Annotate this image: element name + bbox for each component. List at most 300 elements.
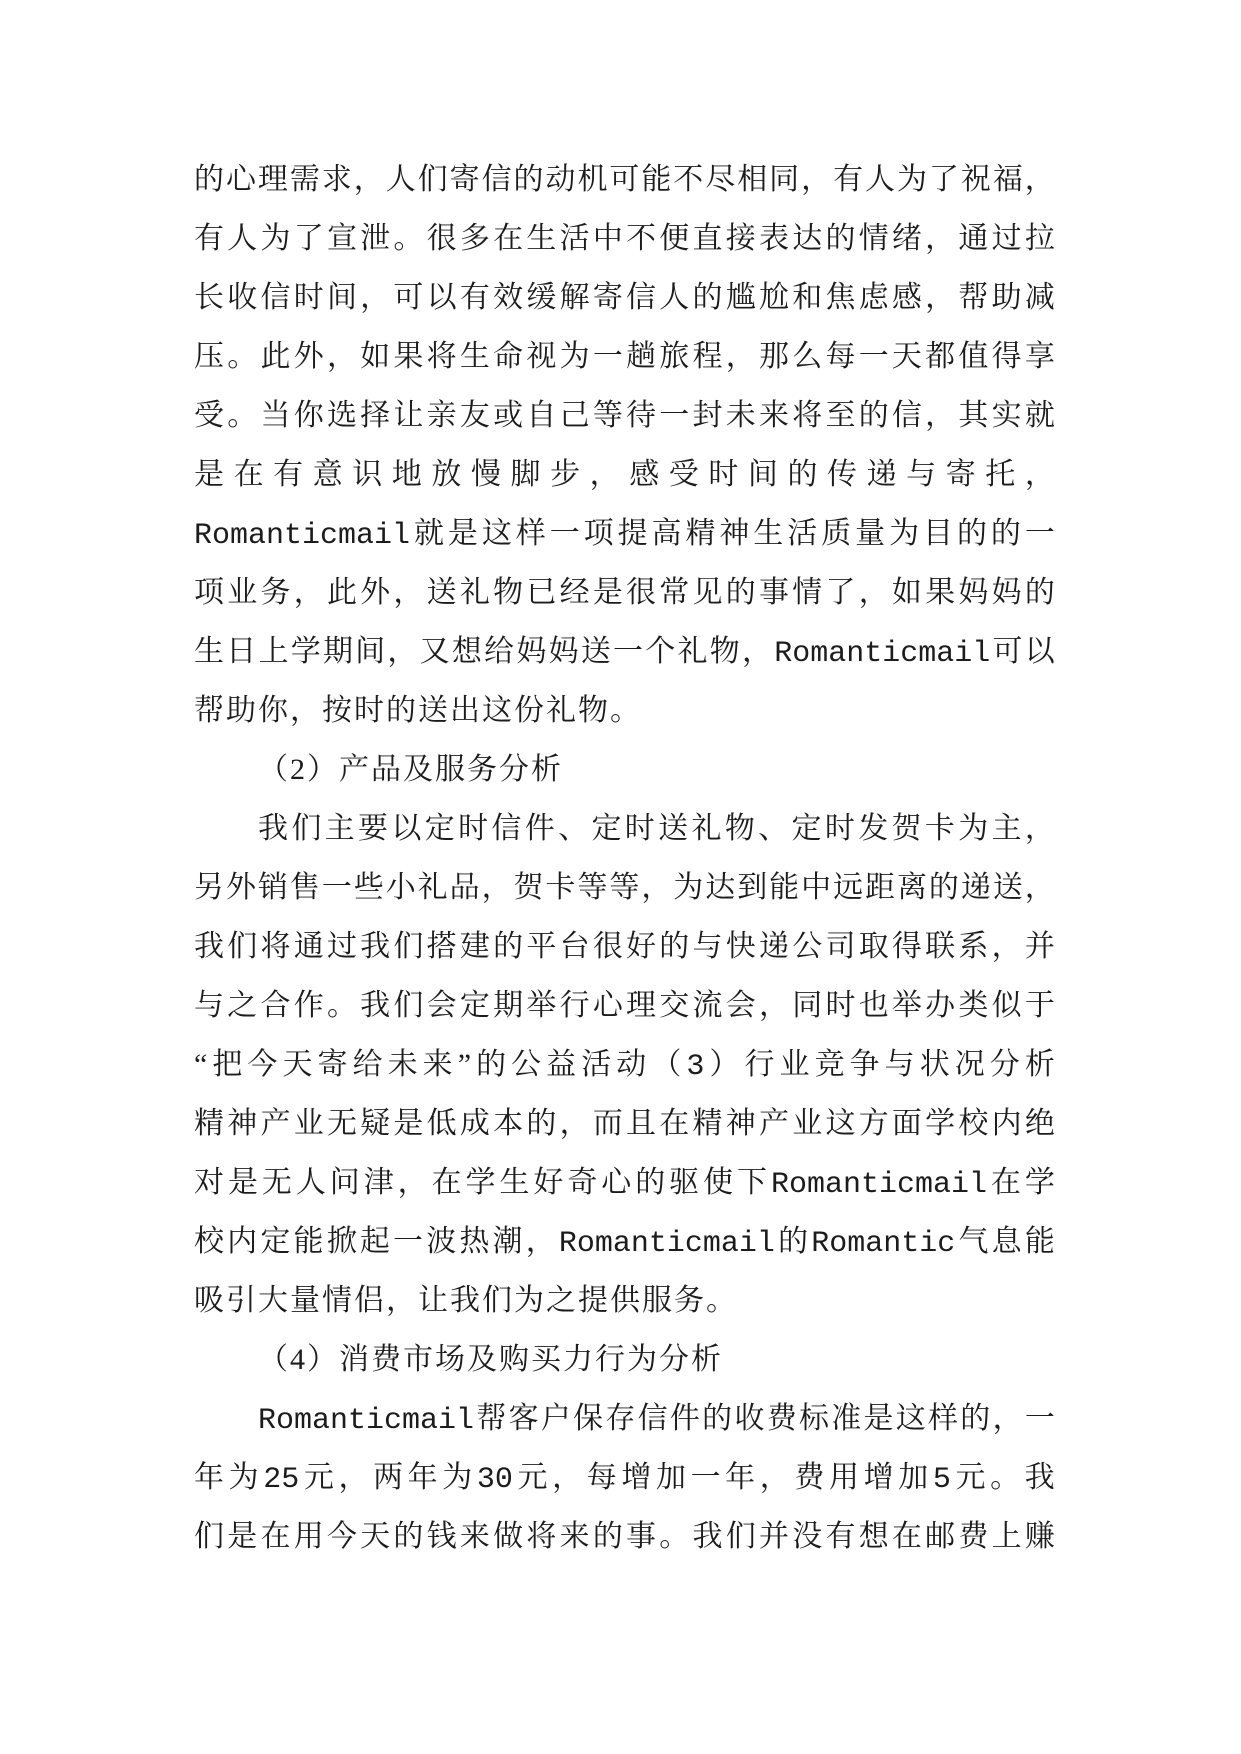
text-glyph: ，	[991, 930, 1022, 963]
text-glyph: 己	[559, 399, 590, 432]
text-glyph: 且	[626, 1107, 657, 1140]
text-glyph: 人	[385, 163, 416, 196]
text-glyph: 的	[702, 1402, 733, 1435]
text-glyph: 得	[891, 930, 922, 963]
text-glyph: 起	[359, 1225, 390, 1258]
text-glyph: 要	[358, 812, 389, 845]
text-glyph: ，	[589, 458, 620, 491]
text-line	[194, 386, 1055, 445]
text-glyph: 为	[442, 1461, 473, 1494]
text-glyph: 很	[626, 576, 657, 609]
text-glyph: 气	[958, 1225, 989, 1258]
text-glyph: 能	[293, 1225, 324, 1258]
text-glyph: 们	[417, 163, 448, 196]
text-glyph: 缓	[526, 281, 557, 314]
text-glyph: 内	[227, 1225, 258, 1258]
text-glyph: ，	[387, 635, 418, 668]
text-glyph: 礼	[459, 576, 490, 609]
text-glyph: 了	[825, 576, 856, 609]
text-glyph: ，	[925, 399, 956, 432]
text-glyph: 泄	[360, 222, 391, 255]
text-glyph: 步	[550, 458, 581, 491]
text-glyph: 生	[526, 222, 557, 255]
text-glyph: 人	[865, 163, 896, 196]
text-glyph: 以	[426, 281, 457, 314]
text-glyph: 外	[293, 340, 324, 373]
text-glyph: 动	[616, 1048, 647, 1081]
text-glyph: 直	[692, 222, 723, 255]
text-glyph: 行	[559, 989, 590, 1022]
text-glyph: 的	[1024, 576, 1055, 609]
text-glyph: 元	[517, 1461, 548, 1494]
text-glyph: 可	[992, 635, 1023, 668]
text-glyph: 。	[227, 340, 258, 373]
text-glyph: 尴	[725, 281, 756, 314]
text-glyph: 高	[651, 517, 682, 550]
text-glyph: ，	[360, 281, 391, 314]
text-glyph: 加	[655, 1461, 686, 1494]
text-glyph: 外	[225, 871, 256, 904]
text-glyph: ，	[552, 1461, 583, 1494]
text-glyph: 与	[884, 1048, 915, 1081]
text-glyph: 台	[559, 930, 590, 963]
text-glyph: 让	[393, 399, 424, 432]
text-line: 吸引大量情侣，让我们为之提供服务。	[194, 1284, 738, 1317]
text-glyph: 贺	[891, 812, 922, 845]
text-glyph: 果	[393, 340, 424, 373]
text-glyph: 学	[1024, 1166, 1055, 1199]
text-glyph: 么	[792, 340, 823, 373]
text-glyph: 送	[426, 576, 457, 609]
text-glyph: 时	[458, 812, 489, 845]
text-glyph: ）	[709, 1048, 740, 1081]
text-glyph: 信	[481, 163, 512, 196]
text-glyph: 有	[273, 458, 304, 491]
text-glyph: 就	[413, 517, 444, 550]
text-glyph: 我	[360, 989, 391, 1022]
text-glyph: 自	[526, 399, 557, 432]
text-glyph: 为	[559, 340, 590, 373]
text-glyph: 们	[725, 1520, 756, 1553]
text-glyph: 果	[925, 576, 956, 609]
text-glyph: 想	[858, 1520, 889, 1553]
text-glyph: 有	[833, 163, 864, 196]
text-glyph: 帮	[958, 281, 989, 314]
text-glyph: 送	[992, 871, 1023, 904]
text-glyph: 存	[605, 1402, 636, 1435]
text-glyph: 信	[626, 281, 657, 314]
text-glyph: 一	[1024, 517, 1055, 550]
text-glyph: 内	[991, 1107, 1022, 1140]
text-glyph: 在	[431, 1166, 462, 1199]
text-glyph: 们	[291, 812, 322, 845]
text-glyph: 做	[493, 1520, 524, 1553]
text-line	[194, 917, 1055, 976]
text-glyph: 能	[641, 163, 672, 196]
text-glyph: 感	[891, 281, 922, 314]
text-glyph: 校	[958, 1107, 989, 1140]
text-glyph: 5	[932, 1463, 951, 1497]
text-glyph: 项	[583, 517, 614, 550]
text-glyph: 业	[792, 1107, 823, 1140]
text-glyph: 值	[958, 340, 989, 373]
text-glyph: 间	[747, 458, 778, 491]
text-glyph: 活	[581, 1048, 612, 1081]
text-glyph: 物	[709, 635, 740, 668]
text-glyph: 物	[724, 812, 755, 845]
text-glyph: 元	[303, 1461, 334, 1494]
text-glyph: 相	[737, 163, 768, 196]
text-glyph: ，	[1024, 871, 1055, 904]
text-glyph: 样	[515, 517, 546, 550]
text-glyph: 年	[725, 1461, 756, 1494]
text-glyph: 与	[692, 930, 723, 963]
text-glyph: 况	[954, 1048, 985, 1081]
text-glyph: 此	[260, 340, 291, 373]
text-glyph: 是	[592, 576, 623, 609]
text-glyph: 定	[791, 812, 822, 845]
text-glyph: 析	[1024, 1048, 1055, 1081]
text-glyph: 掀	[326, 1225, 357, 1258]
text-glyph: 寄	[945, 458, 976, 491]
text-glyph: 务	[260, 576, 291, 609]
text-line	[194, 1212, 1055, 1271]
text-glyph: 的	[635, 1166, 666, 1199]
text-glyph: ，	[481, 871, 512, 904]
text-glyph: 项	[194, 576, 224, 609]
text-line	[194, 858, 1055, 917]
text-glyph: 无	[261, 1166, 292, 1199]
text-glyph: 未	[725, 399, 756, 432]
text-glyph: 学	[925, 1107, 956, 1140]
text-glyph: 小	[385, 871, 416, 904]
text-glyph: 好	[533, 1166, 564, 1199]
text-glyph: 主	[324, 812, 355, 845]
text-glyph: 寄	[592, 281, 623, 314]
text-glyph: 远	[833, 871, 864, 904]
text-glyph: 。	[990, 1461, 1021, 1494]
text-glyph: 定	[260, 1225, 291, 1258]
text-glyph: 常	[659, 576, 690, 609]
text-glyph: 合	[260, 989, 291, 1022]
text-glyph: 快	[725, 930, 756, 963]
text-glyph: 选	[326, 399, 357, 432]
text-glyph: 益	[546, 1048, 577, 1081]
text-glyph: 便	[659, 222, 690, 255]
text-glyph: 压	[194, 340, 224, 373]
text-glyph: 来	[422, 1048, 453, 1081]
text-glyph: 是	[227, 1520, 258, 1553]
text-glyph: 可	[393, 281, 424, 314]
text-glyph: ，	[925, 222, 956, 255]
text-glyph: 助	[991, 281, 1022, 314]
text-glyph: 问	[329, 1166, 360, 1199]
text-glyph: 多	[459, 222, 490, 255]
text-glyph: ，	[992, 1402, 1023, 1435]
text-glyph: 送	[658, 812, 689, 845]
text-glyph: 津	[363, 1166, 394, 1199]
text-glyph: Romanticmail	[194, 519, 411, 553]
text-glyph: 都	[925, 340, 956, 373]
text-glyph: 通	[293, 930, 324, 963]
text-line	[194, 327, 1055, 386]
text-glyph: ，	[1024, 163, 1055, 196]
text-glyph: 产	[260, 1107, 291, 1140]
text-glyph: 一	[659, 399, 690, 432]
text-glyph: 那	[758, 340, 789, 373]
text-glyph: 信	[260, 281, 291, 314]
text-glyph: 标	[798, 1402, 829, 1435]
text-glyph: 定	[591, 812, 622, 845]
document-body	[194, 150, 1055, 1566]
text-glyph: Romantic	[811, 1227, 956, 1261]
text-glyph: 间	[326, 281, 357, 314]
text-glyph: 类	[958, 989, 989, 1022]
text-glyph: 能	[769, 871, 800, 904]
text-glyph: 机	[577, 163, 608, 196]
text-glyph: 此	[326, 576, 357, 609]
text-glyph: 日	[226, 635, 257, 668]
section-heading: （2）产品及服务分析	[258, 753, 563, 786]
text-glyph: 一	[592, 340, 623, 373]
text-glyph: 客	[508, 1402, 539, 1435]
text-glyph: 增	[621, 1461, 652, 1494]
text-glyph: 一	[690, 1461, 721, 1494]
text-glyph: 邮	[925, 1520, 956, 1553]
text-glyph: 卡	[545, 871, 576, 904]
text-glyph: 其	[958, 399, 989, 432]
text-glyph: ，	[397, 1166, 428, 1199]
text-glyph: 托	[985, 458, 1016, 491]
text-glyph: 动	[545, 163, 576, 196]
text-glyph: 于	[1024, 989, 1055, 1022]
text-glyph: 的	[659, 930, 690, 963]
text-glyph: 奇	[567, 1166, 598, 1199]
text-glyph: 长	[194, 281, 224, 314]
text-glyph: 达	[705, 871, 736, 904]
text-glyph: 这	[825, 1107, 856, 1140]
text-glyph: 驱	[669, 1166, 700, 1199]
text-glyph: 亲	[426, 399, 457, 432]
text-glyph: ，	[641, 871, 672, 904]
text-glyph: 潮	[492, 1225, 523, 1258]
text-glyph: 同	[769, 163, 800, 196]
text-glyph: 并	[758, 1520, 789, 1553]
text-glyph: 个	[645, 635, 676, 668]
text-glyph: 发	[858, 812, 889, 845]
text-glyph: 中	[801, 871, 832, 904]
text-glyph: 也	[858, 989, 889, 1022]
text-glyph: 在	[659, 1107, 690, 1140]
text-glyph: Romanticmail	[558, 1227, 775, 1261]
text-glyph: 一	[613, 635, 644, 668]
text-glyph: 绪	[891, 222, 922, 255]
text-glyph: 妈	[991, 576, 1022, 609]
text-glyph: 礼	[691, 812, 722, 845]
text-glyph: ”	[457, 1048, 472, 1081]
text-glyph: 送	[580, 635, 611, 668]
text-glyph: 过	[326, 930, 357, 963]
text-glyph: ，	[741, 635, 772, 668]
text-glyph: 就	[1024, 399, 1055, 432]
text-glyph: ，	[559, 1107, 590, 1140]
text-glyph: 学	[290, 635, 321, 668]
text-line	[194, 1448, 1055, 1507]
text-glyph: 未	[387, 1048, 418, 1081]
text-glyph: 时	[824, 812, 855, 845]
text-glyph: 销	[257, 871, 288, 904]
text-glyph: 神	[227, 1107, 258, 1140]
text-glyph: 和	[792, 281, 823, 314]
text-glyph: 元	[955, 1461, 986, 1494]
text-glyph: 到	[737, 871, 768, 904]
text-glyph: 方	[858, 1107, 889, 1140]
text-glyph: 流	[692, 989, 723, 1022]
text-glyph: 达	[792, 222, 823, 255]
text-line	[194, 1153, 1055, 1212]
text-glyph: 又	[419, 635, 450, 668]
text-glyph: 办	[925, 989, 956, 1022]
text-glyph: 受	[194, 399, 224, 432]
text-glyph: 求	[321, 163, 352, 196]
text-glyph: 来	[758, 399, 789, 432]
text-glyph: 天	[891, 340, 922, 373]
text-glyph: 不	[673, 163, 704, 196]
text-glyph: 加	[898, 1461, 929, 1494]
text-glyph: 使	[703, 1166, 734, 1199]
text-glyph: 在	[233, 458, 264, 491]
text-glyph: 视	[526, 340, 557, 373]
text-glyph: 的	[592, 1520, 623, 1553]
text-glyph: 妈	[958, 576, 989, 609]
text-glyph: 期	[493, 989, 524, 1022]
text-glyph: 增	[863, 1461, 894, 1494]
text-glyph: 不	[626, 222, 657, 255]
text-glyph: 间	[355, 635, 386, 668]
text-glyph: 意	[312, 458, 343, 491]
text-glyph: 有	[825, 1520, 856, 1553]
text-glyph: 时	[708, 458, 739, 491]
text-glyph: 是	[194, 458, 224, 491]
text-glyph: 理	[257, 163, 288, 196]
text-glyph: 精	[692, 1107, 723, 1140]
text-glyph: 理	[626, 989, 657, 1022]
text-glyph: 的	[787, 458, 818, 491]
text-glyph: 搭	[426, 930, 457, 963]
text-glyph: 外	[360, 576, 391, 609]
text-glyph: ，	[759, 1461, 790, 1494]
text-glyph: （	[651, 1048, 682, 1081]
text-glyph: 业	[227, 576, 258, 609]
text-glyph: 将	[792, 399, 823, 432]
text-glyph: 、	[758, 812, 789, 845]
text-glyph: 的	[526, 1107, 557, 1140]
text-glyph: ，	[858, 576, 889, 609]
text-glyph: 之	[227, 989, 258, 1022]
text-glyph: 在	[990, 1166, 1021, 1199]
text-glyph: 两	[373, 1461, 404, 1494]
text-line	[258, 799, 1055, 858]
text-glyph: 定	[459, 989, 490, 1022]
text-glyph: 面	[891, 1107, 922, 1140]
text-glyph: 至	[825, 399, 856, 432]
text-glyph: 的	[825, 222, 856, 255]
text-glyph: ，	[293, 576, 324, 609]
text-glyph: “	[194, 1048, 208, 1081]
text-glyph: 受	[668, 458, 699, 491]
text-glyph: 虑	[858, 281, 889, 314]
text-glyph: 活	[787, 517, 818, 550]
text-glyph: 状	[919, 1048, 950, 1081]
text-glyph: 为	[889, 517, 920, 550]
text-glyph: 对	[194, 1166, 224, 1199]
text-glyph: 实	[991, 399, 1022, 432]
text-glyph: 联	[925, 930, 956, 963]
text-glyph: 信	[891, 399, 922, 432]
text-glyph: 脚	[510, 458, 541, 491]
text-glyph: 递	[960, 871, 991, 904]
text-glyph: 得	[991, 340, 1022, 373]
text-glyph: 效	[493, 281, 524, 314]
text-glyph: 等	[609, 871, 640, 904]
text-glyph: 争	[849, 1048, 880, 1081]
text-glyph: 等	[592, 399, 623, 432]
text-line	[194, 1035, 1055, 1094]
text-glyph: 神	[719, 517, 750, 550]
text-glyph: 收	[227, 281, 258, 314]
text-glyph: 趟	[626, 340, 657, 373]
text-glyph: 费	[958, 1520, 989, 1553]
text-glyph: 、	[558, 812, 589, 845]
text-glyph: 很	[426, 222, 457, 255]
text-glyph: 的	[990, 517, 1021, 550]
text-glyph: 为	[896, 163, 927, 196]
text-glyph: 经	[559, 576, 590, 609]
text-glyph: 帮	[476, 1402, 507, 1435]
text-glyph: 来	[559, 1520, 590, 1553]
text-glyph: 信	[637, 1402, 668, 1435]
text-glyph: ，	[758, 989, 789, 1022]
text-glyph: 寄	[317, 1048, 348, 1081]
text-glyph: 公	[511, 1048, 542, 1081]
text-glyph: 距	[865, 871, 896, 904]
text-glyph: 程	[692, 340, 723, 373]
text-glyph: 待	[626, 399, 657, 432]
text-glyph: 事	[758, 576, 789, 609]
text-glyph: 尬	[758, 281, 789, 314]
text-glyph: 产	[758, 1107, 789, 1140]
text-glyph: 年	[407, 1461, 438, 1494]
text-glyph: 减	[1024, 281, 1055, 314]
text-glyph: 想	[451, 635, 482, 668]
text-glyph: 有	[459, 281, 490, 314]
text-glyph: 会	[725, 989, 756, 1022]
text-line	[194, 268, 1055, 327]
text-glyph: 的	[513, 163, 544, 196]
text-glyph: 通	[958, 222, 989, 255]
text-line	[194, 445, 1055, 504]
text-glyph: 妈	[548, 635, 579, 668]
text-glyph: 校	[194, 1225, 224, 1258]
text-glyph: 时	[293, 281, 324, 314]
text-glyph: 天	[360, 1520, 391, 1553]
text-glyph: 神	[725, 1107, 756, 1140]
text-glyph: 的	[928, 871, 959, 904]
text-glyph: 而	[592, 1107, 623, 1140]
text-glyph: 们	[393, 989, 424, 1022]
text-glyph: 的	[858, 399, 889, 432]
text-glyph: 的	[194, 163, 224, 196]
